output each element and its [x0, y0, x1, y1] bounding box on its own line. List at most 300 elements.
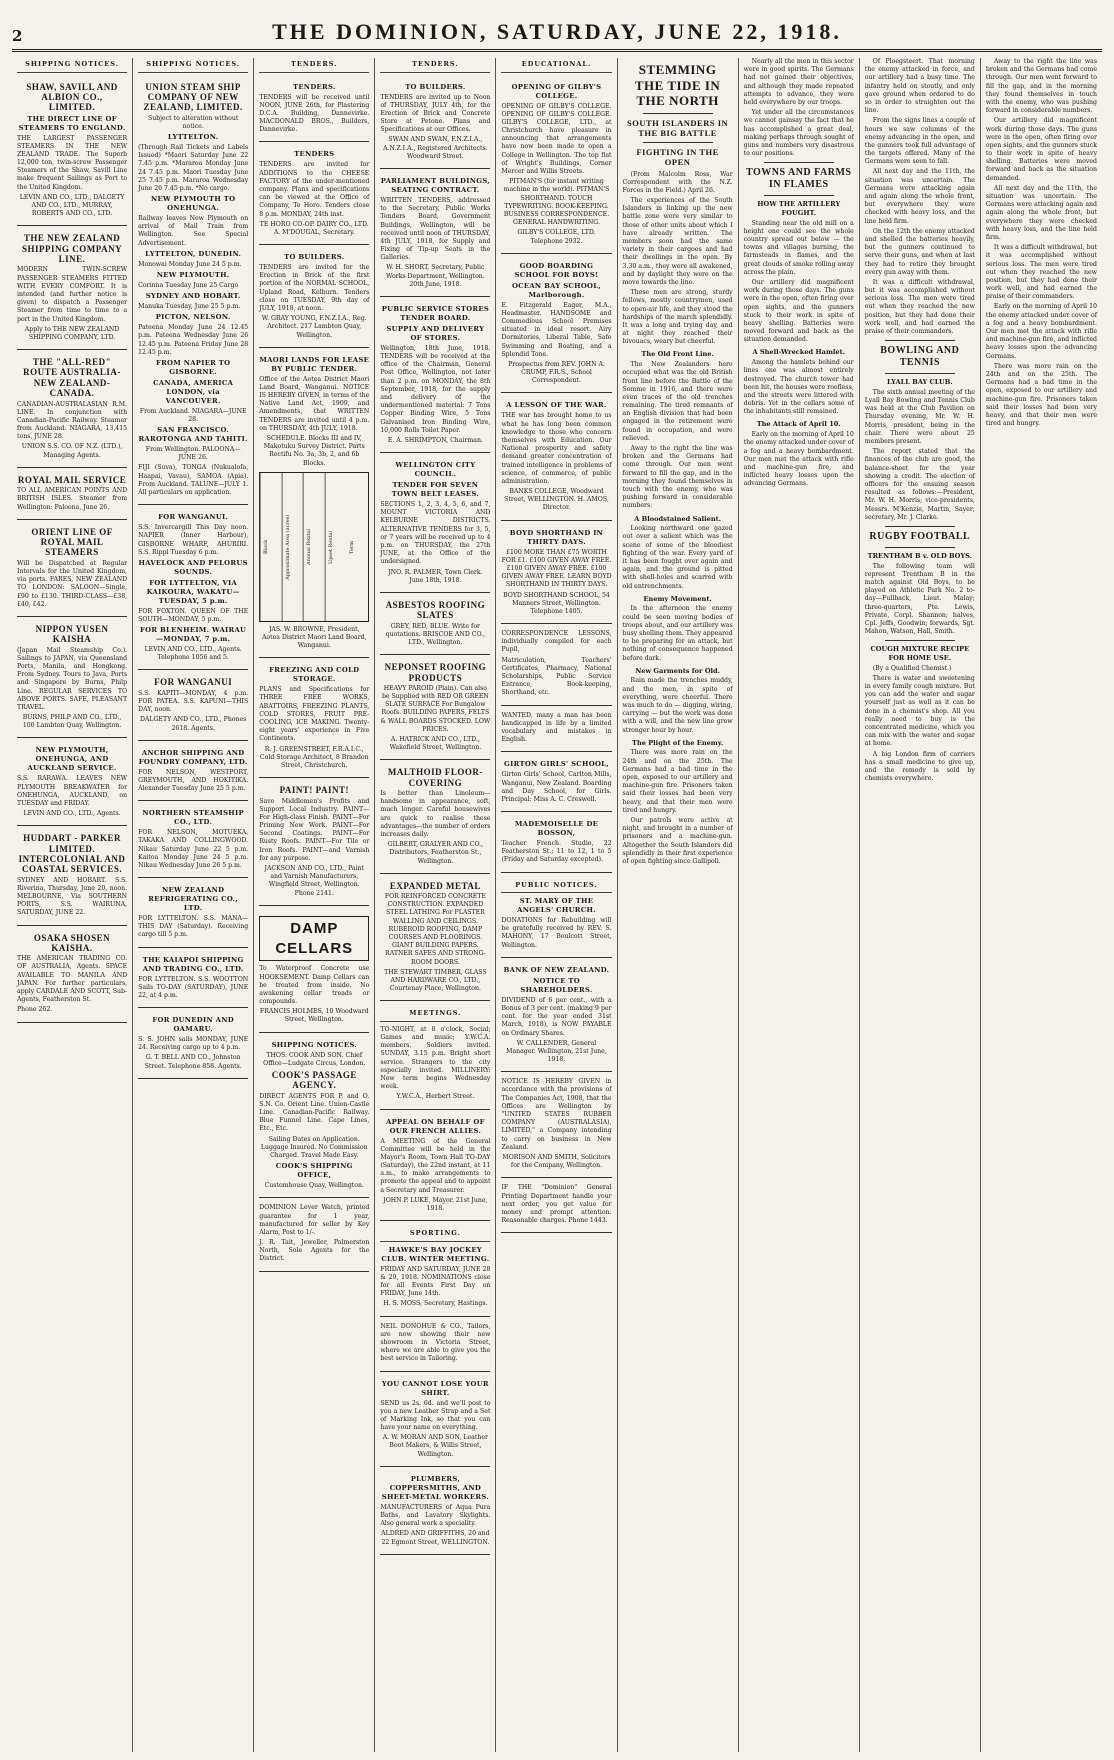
section-header: SHIPPING NOTICES. — [17, 58, 127, 73]
ad-body: Manuka Tuesday, June 25 5 p.m. — [138, 303, 241, 311]
paragraph: Early on the morning of April 10 the enemy attacked under cover of a fog and a heavy bombardment. Our men met the attack with rifle and machine-gun fire, and inflicted heavy losses upon the advancing Germans. — [743, 431, 854, 488]
ad-heading: BOYD SHORTHAND IN THIRTY DAYS. — [509, 528, 604, 546]
divider — [885, 640, 955, 641]
advertisement — [17, 522, 127, 617]
section-subhead: A Bloodstained Salient. — [634, 514, 721, 523]
ad-footer: GILBY'S COLLEGE, LTD. Telephone 2932. — [517, 229, 596, 245]
ad-body: WRITTEN TENDERS, addressed to the Secretary, Public Works Tenders Board, Government Buildings, Wellington, will be received until noon of THURSDAY, 4th JULY, 1918, for Supply and Fixing of Tip-up Seats in the Galleries. — [380, 196, 491, 262]
ad-heading: OCEAN BAY SCHOOL, Marlborough. — [511, 281, 602, 299]
ad-body: SEND us 2s. 6d. and we'll post to you a new Leather Strap and a Set of Marking Ink, so that you can have your name on everything. — [380, 1399, 491, 1432]
advertisement — [380, 1223, 490, 1316]
ad-heading: LYTTELTON, DUNEDIN. — [145, 249, 242, 258]
column-9 — [981, 58, 1102, 1752]
column-1 — [12, 58, 133, 1752]
section-header: EDUCATIONAL. — [501, 58, 611, 73]
advertisement — [259, 247, 369, 348]
headline: RUGBY FOOTBALL — [869, 530, 971, 542]
ad-heading: LYTTELTON. — [167, 132, 219, 141]
schedule-column-header: Approximate Area (acres) — [282, 473, 304, 621]
ad-heading: TENDERS — [294, 150, 335, 159]
advertisement — [17, 228, 127, 350]
schedule-table — [259, 472, 369, 622]
ad-footer: H. S. MOSS, Secretary, Hastings. — [383, 1300, 488, 1308]
ad-footer: JNO. R. PALMER, Town Clerk. June 18th, 1918. — [388, 568, 483, 584]
ad-body: PLANS and Specifications for THREE FREE WORKS, ABATTOIRS, FREEZING PLANTS, COLD STORES, FRUIT PRE-COOLING, ICE MAKING. Twenty-eight years' experience in Five Continents. — [259, 686, 370, 743]
ad-body: (Japan Mail Steamship Co.). Sailings to JAPAN, via Queensland Ports, Manila, and Hongkong. From Sydney. Tours to Java, Ports and Singapore by Burns, Philp Line. REGULAR SERVICES TO ABOVE PORTS. SAFE, PLEASANT TRAVEL. — [17, 646, 128, 711]
ad-body: SECTIONS 1, 2, 3, 4, 5, 6, and 7, MOUNT VICTORIA AND KELBURNE DISTRICTS. ALTERNATIVE TENDERS for 3, 5, or 7 years will be received up to 4 p.m. on THURSDAY, the 27th JUNE, at the Office of the undersigned. — [380, 501, 491, 566]
advertisement — [259, 1035, 369, 1199]
ad-body: DONATIONS for Rebuilding will be gratefully received by REV. S. MAHONY, 17 Boulcott Street, Wellington. — [501, 917, 612, 949]
divider — [764, 162, 834, 163]
ad-title: ASBESTOS ROOFING SLATES — [385, 599, 486, 621]
ad-body: FOR LYTTELTON. S.S. MANA—THIS DAY (Saturday). Receiving cargo till 5 p.m. — [138, 915, 249, 939]
divider — [885, 526, 955, 527]
ad-heading: SAN FRANCISCO. RAROTONGA AND TAHITI. — [138, 426, 248, 444]
ad-body: From Wellington. PALOONA—JUNE 26. — [145, 446, 241, 462]
ad-body: Customhouse Quay, Wellington. — [264, 1182, 364, 1190]
advertisement — [17, 828, 127, 925]
advertisement — [380, 1469, 490, 1555]
ad-title: THE NEW ZEALAND SHIPPING COMPANY LINE. — [22, 233, 123, 265]
ad-title: SHAW, SAVILL AND ALBION CO., LIMITED. — [26, 81, 118, 113]
ad-body: FIJI (Suva), TONGA (Nukualofa, Haapai, Vavau), SAMOA (Apia). From Auckland. TALUNE—JULY 1. All particulars on application. — [138, 464, 249, 497]
ad-footer: Phone 262. — [17, 1006, 53, 1014]
ad-body: Girton Girls' School, Carlton Mills, Wanganui, New Zealand. Boarding and Day School, for Girls. Principal: Miss A. C. Creswell. — [501, 771, 612, 803]
ad-heading: NEW PLYMOUTH. — [156, 270, 230, 279]
ad-heading: COOK'S SHIPPING OFFICE, — [275, 1162, 353, 1180]
paragraph: Our patrols were active at night, and brought in a number of prisoners and a machine-gun. Altogether the South Islanders did splendidly in their first experience of open fighting since Gallipoli. — [622, 816, 733, 865]
column-4 — [375, 58, 496, 1752]
ad-heading: SHIPPING NOTICES. — [271, 1040, 357, 1049]
ad-body: WANTED, many a man has been handicapped in life by a limited vocabulary and mistakes in English. — [501, 711, 612, 744]
section-header: MEETINGS. — [380, 1007, 490, 1022]
advertisement — [380, 657, 490, 760]
ad-heading: PLUMBERS, COPPERSMITHS, AND SHEET-METAL WORKERS. — [381, 1474, 489, 1501]
advertisement — [380, 1003, 490, 1109]
ad-body: HEAVY PAROID (Plain). Can also be Supplied with RED OR GREEN SLATE SURFACE For Bungalow Roofs. BUILDING PAPERS, FELTS & WALL BOARDS STOCKED. LOW PRICES. — [380, 684, 491, 733]
ad-heading: MADEMOISELLE DE BOSSON, — [514, 820, 599, 838]
ad-title: THE KAIAPOI SHIPPING AND TRADING CO., LTD. — [142, 955, 244, 973]
headline: BOWLING AND TENNIS — [880, 345, 960, 369]
section-header: TENDERS. — [259, 58, 369, 73]
paragraph: Our artillery did magnificent work during those days. The guns were in the open, often firing over open sights, and the gunners stuck to their work in spite of heavy shelling. Batteries were moved forward and back as the situation demanded. — [743, 278, 854, 344]
divider — [885, 340, 955, 341]
ad-footer: LEVIN AND CO., LTD., Agents. — [23, 810, 121, 818]
ad-body: Office of the Aotea District Maori Land Board, Wanganui. NOTICE IS HEREBY GIVEN, in terms of the Native Land Act, 1909, and Amendments, that WRITTEN TENDERS are invited until 4 p.m. on THURSDAY, 4th JULY, 1918. — [259, 375, 370, 432]
advertisement — [380, 455, 490, 593]
ad-body: TO ALL AMERICAN POINTS AND BRITISH ISLES. Steamer from Wellington: Paloona, June 26. — [17, 487, 128, 511]
ad-body: S.S. RARAWA. LEAVES NEW PLYMOUTH BREAKWATER for ONEHUNGA, AUCKLAND, on TUESDAY and FRIDAY. — [17, 775, 128, 807]
section-subhead: Enemy Movement. — [643, 594, 712, 603]
paragraph: Nearly all the men in this sector were in good spirits. The Germans had not gained their objectives, and although they made repeated attempts to advance, they were held everywhere by our troops. — [743, 58, 854, 106]
ad-footer: W. GRAY YOUNG, F.N.Z.I.A., Reg. Architect. 217 Lambton Quay, Wellington. — [261, 315, 367, 339]
paragraph: The following team will represent Trentham B in the match against Old Boys, to be played on Athletic Park No. 2 to-day—Fullback, Lieut. Malay; three-quarters, Pte. Lewis, Private, Corpl. Shannon; halves, Cpl. Jeffs, Goodwin; forwards, Sgt. Mahon, Watson, Hall, Smith. — [864, 562, 975, 636]
paragraph: Among the hamlets behind our lines one was almost entirely destroyed. The church tower had been hit, the houses were roofless, and the streets were littered with debris. Yet in the cellars some of the inhabitants still remained. — [743, 359, 854, 416]
ad-footer: SWAN AND SWAN, F.N.Z.I.A., A.N.Z.I.A., Registered Architects. Woodward Street. — [383, 136, 488, 160]
ad-title: NIPPON YUSEN KAISHA — [35, 623, 109, 645]
paragraph: Standing near the old mill on a height one could see the whole country spread out below — the towns and villages burning, the farmsteads in flames, and the great clouds of smoke rolling away across the plain. — [743, 219, 854, 276]
paragraph: The New Zealanders here occupied what was the old British front line before the Battle of the Somme in 1916, and there were even traces of the old trenches remaining. The tired remnants of an English division that had been engaged in the retirement were found in occupation, and were relieved. — [622, 361, 733, 442]
paragraph: A big London firm of carriers has a small medicine to give up, and the remedy is sold by chemists everywhere. — [864, 750, 975, 783]
advertisement — [501, 77, 611, 254]
ad-title: HUDDART - PARKER LIMITED. INTERCOLONIAL AND COASTAL SERVICES. — [18, 833, 126, 875]
ad-body: DOMINION Lever Watch, printed guarantee for 1 year, manufactured for seller by Key Alarm, Post to 1/-. — [259, 1204, 370, 1236]
advertisement — [501, 960, 611, 1072]
column-2 — [133, 58, 254, 1752]
ad-heading: PARLIAMENT BUILDINGS, SEATING CONTRACT. — [380, 177, 490, 195]
paragraph: Our artillery did magnificent work during those days. The guns were in the open, often firing over open sights, and the gunners stuck to their work in spite of heavy shelling. Batteries were moved forward and back as the situation demanded. — [985, 117, 1097, 182]
ad-footer: A. W. MORAN AND SON, Leather Boot Makers, & Willis Street, Wellington. — [382, 1434, 488, 1458]
ad-body: MODERN TWIN-SCREW PASSENGER STEAMERS FITTED WITH EVERY COMFORT. It is intended (and further notice is given) to dispatch a Passenger Steamer from time to time to a port in the United Kingdom. — [17, 266, 128, 323]
ad-title: NORTHERN STEAMSHIP CO., LTD. — [142, 809, 244, 827]
ad-title: HAWKE'S BAY JOCKEY CLUB. WINTER MEETING. — [381, 1245, 490, 1263]
ad-footer: E. A. SHRIMPTON, Chairman. — [387, 436, 483, 444]
advertisement — [17, 352, 127, 468]
ad-body: OPENING OF GILBY'S COLLEGE. OPENING OF GILBY'S COLLEGE. GILBY'S COLLEGE, LTD., at Christchurch have pleasure in announcing that arrangements have now been made to open a College in Wellington. The top flat of Wright's Buildings, Corner Mercer and Willis Streets. — [501, 102, 612, 176]
ad-title: GOOD BOARDING SCHOOL FOR BOYS! — [514, 261, 599, 279]
advertisement — [501, 1074, 611, 1178]
ad-heading: PICTON, NELSON. — [155, 313, 231, 322]
advertisement — [259, 908, 369, 1033]
headline: TOWNS AND FARMS IN FLAMES — [745, 167, 852, 191]
advertisement — [17, 470, 127, 520]
ad-footer: JAS. W. BROWNE, President, Aotea District Maori Land Board, Wanganui. — [261, 625, 367, 650]
section-subhead: The Plight of the Enemy. — [632, 738, 724, 747]
ad-title: ROYAL MAIL SERVICE — [17, 474, 127, 485]
ad-body: TENDERS will be received until NOON, JUNE 26th, for Plastering D.C.A. Building, Dannevirke. MACDONALD BROS., Builders, Dannevirke. — [259, 93, 370, 134]
column-6 — [618, 58, 739, 1752]
newspaper-title: THE DOMINION, SATURDAY, JUNE 22, 1918. — [272, 19, 842, 44]
byline: (From Malcolm Ross, War Correspondent with the N.Z. Forces in the Field.) April 26. — [622, 170, 733, 194]
advertisement — [259, 660, 369, 778]
advertisement — [17, 619, 127, 739]
ad-body: Will be Dispatched at Regular Intervals for the United Kingdom, via ports. FARES, NEW ZEALAND TO LONDON: SALOON—Single, £90 to £130. THIRD-CLASS—£38, £40, £42. — [17, 559, 128, 608]
advertisement — [501, 708, 611, 753]
ad-footer: JACKSON AND CO., LTD., Paint and Varnish Manufacturers, Wingfield Street, Wellington. Phone 2141. — [264, 865, 365, 897]
ad-body: From Auckland. NIAGARA—JUNE 28. — [139, 407, 247, 423]
ad-heading: NOTICE TO SHAREHOLDERS. — [520, 976, 593, 994]
ad-footer: ALDRED AND GRIFFITHS, 20 and 22 Egmont Street, WELLINGTON. — [381, 1530, 490, 1546]
ad-body: THE AMERICAN TRADING CO. OF AUSTRALIA, Agents. SPACE AVAILABLE TO MANILA AND JAPAN. For further particulars, apply CARDALE AND SCOTT, Sub-Agents, Featherston St. — [17, 955, 128, 1004]
ad-body: FOR NELSON, WESTPORT, GREYMOUTH, AND HOKITIKA. Alexander Tuesday June 25 5 p.m. — [138, 768, 249, 793]
advertisement — [138, 77, 248, 506]
column-7 — [739, 58, 860, 1752]
paragraph: In the afternoon the enemy could be seen moving bodies of troops about, and our artillery was busy shelling them. They appeared to be preparing for an attack, but nothing of consequence happened before dark. — [622, 605, 733, 662]
schedule-column-header: Term — [348, 540, 355, 554]
ad-title: UNION STEAM SHIP COMPANY OF NEW ZEALAND, LIMITED. — [143, 81, 243, 113]
paragraph: On the 12th the enemy attacked and shelled the batteries heavily, but the gunners continued to serve their guns, and when at last they had to retire they brought every gun away with them. — [864, 227, 975, 276]
ad-body: TO-NIGHT, at 8 o'clock, Social; Games and music; Y.W.C.A. members. Soldiers invited. SUNDAY, 3.15 p.m. Bright short service. Strangers to the city especially invited. MILLINERY: New term begins Wednesday week. — [380, 1025, 491, 1091]
ad-footer: JOHN P. LUKE, Mayor. 21st June, 1918. — [383, 1196, 488, 1213]
paragraph: Away to the right the line was broken and the Germans had come through. Our men went forward to fill the gap, and in the morning they found themselves in touch with the enemy, who was pushing forward in considerable numbers. — [985, 58, 1097, 115]
advertisement — [380, 876, 490, 1002]
ad-body: CANADIAN-AUSTRALASIAN R.M. LINE. In conjunction with Canadian-Pacific Railway. Steamer from Auckland. NIAGARA, 13,415 tons, JUNE 28. — [17, 400, 128, 441]
schedule-title: SCHEDULE. Blocks III and IV, Makotuku Survey District. Parts Rectifu No. 3a, 3b, 2, and 6b Blocks. — [263, 435, 365, 467]
ad-title: NEPONSET ROOFING PRODUCTS — [384, 662, 487, 683]
ad-body: Railway leaves New Plymouth on arrival of Mail Train from Wellington. See Special Advertisement. — [138, 215, 249, 247]
advertisement — [380, 1374, 490, 1467]
damp-cellars-title: DAMP CELLARS — [259, 916, 369, 962]
advertisement — [380, 77, 490, 169]
ad-heading: FOR BLENHEIM. WAIRAU—MONDAY, 7 p.m. — [140, 626, 247, 644]
ad-footer: Y.W.C.A., Herbert Street. — [396, 1093, 475, 1101]
ad-body: NEIL DONOHUE & CO., Tailors, are now showing their new showroom in Victoria Street, where we are able to give you the best service in Tailoring. — [380, 1322, 491, 1363]
advertisement — [138, 743, 248, 802]
ad-footer: DALGETY AND CO., LTD., Phones 2618. Agents. — [139, 716, 247, 732]
advertisement — [380, 299, 490, 453]
ad-heading: TENDERS. — [292, 82, 336, 91]
ad-body: DIRECT AGENTS FOR P. and O. S.N. Co. Orient Line. Union-Castle Line. Canadian-Pacific Railway. Blue Funnel Line. Cape Lines, Etc., Etc. — [259, 1092, 370, 1133]
paragraph: The report stated that the finances of the club are good, the balance-sheet for the year showing a credit. The election of officers for the ensuing season resulted as follows:—President, Mr. W. H. Morris; vice-presidents, Messrs. M'Kenzie, Martin, Sayer; secretary, Mr. J. Clarke. — [864, 448, 975, 521]
column-3 — [254, 58, 375, 1752]
divider — [764, 195, 834, 196]
divider — [885, 373, 955, 374]
advertisement — [259, 350, 369, 659]
section-subhead: HOW THE ARTILLERY FOUGHT. — [757, 200, 841, 217]
ad-body: A MEETING of the General Committee will be held in the Mayor's Room, Town Hall TO-DAY (Saturday), the 22nd instant, at 11 a.m., to make arrangements to promote the appeal and to appoint a Secretary and Treasurer. — [380, 1137, 491, 1194]
ad-body: (Through Rail Tickets and Labels Issued) *Maori Saturday June 22 7.45 p.m. *Mararoa Monday June 24 7.45 p.m. Maori Tuesday June 25 7.45 p.m. Mararoa Wednesday June 26 7.45 p.m. *No cargo. — [138, 143, 249, 192]
ad-footer: W. CALLENDER, General Manager. Wellington, 21st June, 1918. — [506, 1039, 607, 1064]
ad-heading: PUBLIC SERVICE STORES TENDER BOARD. — [381, 305, 490, 323]
ad-title: ORIENT LINE OF ROYAL MAIL STEAMERS — [31, 526, 113, 558]
schedule-column-header: Block — [260, 473, 282, 621]
ad-heading: FROM NAPIER TO GISBORNE. — [155, 358, 231, 376]
paragraph: The experiences of the South Islanders in linking up the new battle zone were very similar to those of other units about which I have already written. The members soon had the same variety in their cargoes and had their dwellings in the open. By 3.30 a.m., they were all awakened, and by daylight they were on the move towards the line. — [622, 197, 733, 286]
ad-body: TENDERS are invited for ADDITIONS to the CHEESE FACTORY of the under-mentioned company. Plans and specifications can be viewed at the Office of Company, Te Horo. Tenders close 8 p.m. MONDAY, 24th inst. — [259, 161, 370, 218]
ad-heading: CANADA, AMERICA LONDON, via VANCOUVER. — [153, 378, 234, 405]
ad-footer: LEVIN AND CO., LTD., DALGETY AND CO., LTD., MURRAY, ROBERTS AND CO., LTD. — [19, 193, 125, 218]
section-subhead: The Attack of April 10. — [756, 420, 841, 429]
ad-footer: BURNS, PHILP AND CO., LTD., 100 Lambton Quay, Wellington. — [22, 714, 122, 730]
ad-title: WELLINGTON CITY COUNCIL. — [395, 461, 476, 479]
ad-heading: TO BUILDERS. — [405, 82, 466, 91]
ad-heading: APPEAL ON BEHALF OF OUR FRENCH ALLIES. — [386, 1117, 485, 1135]
ad-heading: TO BUILDERS. — [284, 253, 345, 262]
ad-title: COOK'S PASSAGE AGENCY. — [271, 1070, 357, 1091]
column-8 — [860, 58, 981, 1752]
ad-body: Matriculation, Teachers' Certificates, Pharmacy, National Scholarships, Public Service Entrance, Book-keeping, Shorthand, etc. — [501, 656, 612, 697]
ad-title: OPENING OF GILBY'S COLLEGE. — [511, 82, 602, 100]
paragraph: It was a difficult withdrawal, but it was accomplished without serious loss. The men were tired out when they reached the new position, but they had done their work well, and had earned the praise of their commanders. — [864, 278, 975, 335]
paragraph: All next day and the 11th, the situation was uncertain. The Germans were attacking again and again along the whole front, but everywhere they were checked with heavy loss, and the line held firm. — [985, 184, 1097, 241]
advertisement — [501, 814, 611, 873]
ad-title: NEW ZEALAND REFRIGERATING CO., LTD. — [148, 886, 239, 913]
paragraph: There was more rain on the 24th and on the 25th. The Germans had a bad time in the open, exposed to our artillery and machine-gun fire. Prisoners taken said their losses had been very heavy, and that their men were tired and hungry. — [985, 362, 1097, 428]
section-header: TENDERS. — [380, 58, 490, 73]
ad-body: E. Fitzgerald Eager, M.A., Headmaster. HANDSOME and Commodious School Premises situated in ideal resort. Airy Dormitories, Liberal Table, Safe Swimming and Boating, and a Splendid Tone. — [501, 301, 612, 358]
ad-footer: MORISON AND SMITH, Solicitors for the Company, Wellington. — [502, 1153, 611, 1170]
section-subhead: TRENTHAM B v. OLD BOYS. — [867, 551, 972, 560]
section-header: PUBLIC NOTICES. — [501, 879, 611, 894]
ad-title: BANK OF NEW ZEALAND. — [503, 965, 610, 974]
ad-body: SYDNEY AND HOBART. S.S. Riverina, Thursday, June 20, noon. MELBOURNE, Via SOUTHERN PORTS, S.S. WAIRUNA, SATURDAY, JUNE 22. — [17, 876, 128, 917]
ad-footer: Apply to THE NEW ZEALAND SHIPPING COMPANY, LTD. — [24, 325, 120, 341]
schedule-column-header: Upset Rental — [325, 473, 347, 621]
advertisement — [17, 928, 127, 1023]
page-columns — [12, 58, 1102, 1752]
advertisement — [501, 1180, 611, 1233]
divider — [885, 547, 955, 548]
ad-footer: J. R. Tait, Jeweller, Palmerston North, Sole Agents for the District. — [259, 1239, 370, 1263]
advertisement — [501, 754, 611, 812]
masthead-spacer — [1062, 45, 1102, 49]
advertisement — [138, 672, 248, 740]
ad-footer: TE HORO CO-OP. DAIRY CO., LTD. A. M'DOUGAL, Secretary. — [259, 220, 369, 236]
ad-heading: HAVELOCK AND PELORUS SOUNDS. — [138, 558, 248, 576]
masthead — [12, 6, 1102, 52]
section-subhead: New Garments for Old. — [635, 666, 720, 675]
ad-footer: A. HATRICK AND CO., LTD., Wakefield Street, Wellington. — [389, 735, 482, 752]
ad-footer: Prospectus from REV. JOHN A. CRUMP, F.R.S., School Correspondent. — [508, 360, 605, 385]
section-subhead: COUGH MIXTURE RECIPE FOR HOME USE. — [870, 645, 970, 662]
ad-title: EXPANDED METAL — [389, 880, 481, 891]
advertisement — [138, 950, 248, 1009]
byline: (By a Qualified Chemist.) — [872, 664, 952, 672]
ad-body: FOR NELSON, MOTUEKA, TAKAKA AND COLLINGWOOD. Nikau Saturday June 22 5 p.m. Kaitoa Monday June 24 5 p.m. Nikau Wednesday June 26 5 p.m. — [138, 829, 249, 869]
ad-footer: UNION S.S. CO. OF N.Z. (LTD.), Managing Agents. — [21, 443, 123, 459]
column-5 — [496, 58, 617, 1752]
ad-footer: R. J. GREENSTREET, F.R.A.I.C., Cold Storage Architect, 8 Brandon Street, Christchurch. — [259, 745, 369, 769]
ad-title: OSAKA SHOSEN KAISHA. — [33, 932, 111, 953]
ad-footer: G. T. BELL AND CO., Johnston Street. Telephone 858. Agents. — [144, 1054, 242, 1070]
paragraph: Of Ploegsteert. That morning the enemy attacked in force, and our artillery had a busy time. The infantry held on stoutly, and only gave ground when ordered to do so in order to straighten out the line. — [864, 58, 975, 115]
ad-body: FOR FOXTON. QUEEN OF THE SOUTH—MONDAY, 5 p.m. — [138, 607, 249, 623]
ad-heading: MAORI LANDS FOR LEASE BY PUBLIC TENDER. — [259, 355, 370, 373]
advertisement — [138, 880, 248, 947]
divider — [643, 142, 713, 143]
advertisement — [259, 77, 369, 143]
ad-body: DIVIDEND of 6 per cent., with a Bonus of 3 per cent. (making 9 per cent. for the year ended 31st March, 1918), is NOW PAYABLE on Ordinary Shares. — [501, 996, 612, 1037]
ad-body: Teacher French. Studio, 22 Featherston St.; 11 to 12, 1 to 5 (Friday and Saturday excepted). — [501, 840, 612, 864]
advertisement — [259, 780, 369, 906]
ad-body: TENDERS are invited up to Noon of THURSDAY, JULY 4th, for the Erection of Brick and Concrete Store at Petone. Plans and Specifications at our Offices. — [380, 93, 491, 134]
ad-title: THE "ALL-RED" ROUTE AUSTRALIA-NEW ZEALAND-CANADA. — [23, 357, 121, 399]
advertisement — [259, 144, 369, 245]
ad-title: ST. MARY OF THE ANGELS' CHURCH. — [517, 897, 596, 915]
advertisement — [138, 507, 248, 670]
ad-body: S.S. KAPITI—MONDAY, 4 p.m. FOR PATEA. S.S. KAPUNI—THIS DAY, noon. — [138, 689, 249, 714]
paragraph: Rain made the trenches muddy, and the men, in spite of everything, were cheerful. There was much to do — digging, wiring, carrying — but the work was done with a will, and the new line grew stronger hour by hour. — [622, 677, 733, 734]
paragraph: Away to the right the line was broken and the Germans had come through. Our men went forward to fill the gap, and in the morning they found themselves in touch with the enemy, who was pushing forward in considerable numbers. — [622, 445, 733, 510]
ad-body: FOR LYTTELTON. S.S. WOOTTON Sails TO-DAY (SATURDAY), JUNE 22, at 4 p.m. — [138, 975, 249, 999]
ad-subtitle: Subject to alteration without notice. — [147, 114, 239, 130]
section-subhead: A Shell-Wrecked Hamlet. — [752, 348, 845, 357]
advertisement — [501, 395, 611, 520]
advertisement — [380, 762, 490, 873]
subheadline: SOUTH ISLANDERS IN THE BIG BATTLE — [627, 117, 729, 138]
ad-body: Save Middlemen's Profits and Support Local Industry. PAINT—For High-class Finish. PAINT—For Priming New Work. PAINT—For Second Coatings. PAINT—For Rusty Roofs. PAINT—For Tile or Iron Roofs. PAINT—and Varnish for any purpose. — [259, 797, 370, 862]
ad-title: NEW PLYMOUTH, ONEHUNGA, AND AUCKLAND SERVICE. — [27, 746, 117, 773]
ad-title: FOR WANGANUI — [154, 677, 233, 688]
ad-heading: FOR WANGANUI. — [158, 513, 229, 522]
ad-heading: NEW PLYMOUTH TO ONEHUNGA. — [150, 195, 236, 213]
ad-subtitle: THE DIRECT LINE OF STEAMERS TO ENGLAND. — [18, 114, 126, 132]
ad-body: FOR REINFORCED CONCRETE CONSTRUCTION. EXPANDED STEEL LATHING For PLASTER WALLING AND CEILINGS. RUBEROID ROOFING, DAMP COURSES AND FLOORINGS. GIANT BUILDING PAPERS. RATNER SAFES AND STRONG-ROOM DOORS. — [384, 893, 486, 966]
ad-body: Pateena Monday June 24 12.45 p.m. Pateena Wednesday June 26 12.45 p.m. Pateena Friday June 28 12.45 p.m. — [138, 324, 249, 356]
ad-heading: YOU CANNOT LOSE YOUR SHIRT. — [381, 1379, 489, 1397]
advertisement — [501, 256, 611, 394]
advertisement — [259, 1200, 369, 1271]
advertisement — [501, 626, 611, 706]
paragraph: There is water and sweetening in every family cough mixture. But you can add the water and sugar yourself just as well as it can be done in a chemist's shop. All you really need to buy is the concentrated medicine, which you can mix with the water and sugar at home. — [864, 674, 975, 748]
ad-footer: LEVIN AND CO., LTD., Agents. Telephone 1056 and 5. — [144, 646, 242, 662]
advertisement — [17, 740, 127, 826]
ad-heading: SYDNEY AND HOBART. — [145, 292, 241, 301]
advertisement — [501, 875, 611, 958]
advertisement — [380, 1112, 490, 1222]
advertisement — [138, 803, 248, 878]
ad-footer: FRANCIS HOLMES, 10 Woodward Street, Wellington. — [259, 1008, 369, 1024]
paragraph: Early on the morning of April 10 the enemy attacked under cover of a fog and a heavy bombardment. Our men met the attack with rifle and machine-gun fire, and inflicted heavy losses upon the advancing Germans. — [985, 303, 1097, 360]
advertisement — [138, 1010, 248, 1079]
ad-title: ANCHOR SHIPPING AND FOUNDRY COMPANY, LTD. — [138, 748, 248, 766]
paragraph: Yet under all the circumstances we cannot gainsay the fact that he has accomplished a great deal, making perhaps through sought of guns and numbers very disastrous to our positions. — [743, 109, 854, 158]
ad-body: IF THE "Dominion" General Printing Department handle your next order, you get value for money and prompt attention. Reasonable charges. Phone 1443. — [501, 1184, 612, 1225]
paragraph: There was more rain on the 24th and on the 25th. The Germans had a bad time in the open, exposed to our artillery and machine-gun fire. Prisoners taken said their losses had been very heavy, and that their men were tired and hungry. — [622, 749, 733, 814]
ad-list: PITMAN'S (for instant writing machine in the world). PITMAN'S SHORTHAND. TOUCH TYPEWRITING. BOOK-KEEPING. BUSINESS CORRESPONDENCE. GENERAL HANDWRITING. — [503, 178, 610, 227]
section-header: SHIPPING NOTICES. — [138, 58, 248, 73]
ad-body: MANUFACTURERS of Aqua Pura Baths, and Lavatory Skylights. Also general work a speciality. — [380, 1503, 491, 1528]
ad-body: GREY, RED, BLUE. Write for quotations. BRISCOE AND CO., LTD., Wellington. — [385, 622, 486, 646]
ad-footer: Sailing Dates on Application. Luggage Insured. No Commission Charged. Travel Made Easy. — [260, 1135, 368, 1160]
ad-footer: BANKS COLLEGE, Woodward Street, WELLINGTON. H. AMOS, Director. — [504, 488, 609, 512]
ad-body: Corinna Tuesday June 25 Cargo — [138, 281, 239, 289]
ad-body: FRIDAY AND SATURDAY, JUNE 28 & 29, 1918. NOMINATIONS close for all Events First Day on FRIDAY, June 14th. — [380, 1265, 491, 1298]
ad-footer: THE STEWART TIMBER, GLASS AND HARDWARE CO., LTD., Courtenay Place, Wellington. — [384, 968, 487, 993]
ad-heading: CORRESPONDENCE LESSONS, individually compiled for each Pupil, — [501, 630, 612, 654]
ad-heading: FREEZING AND COLD STORAGE. — [269, 666, 360, 684]
paragraph: These men are strong, sturdy fellows, mostly countrymen, used to open-air life, and they stood the hardships of the march splendidly. It was a long and trying day, and at night they reached their bivouacs, weary but cheerful. — [622, 289, 733, 346]
ad-footer: BOYD SHORTHAND SCHOOL, 54 Manners Street, Wellington. Telephone 1405. — [503, 591, 610, 615]
section-subhead: The Old Front Line. — [641, 350, 714, 359]
paragraph: Looking northward one gazed out over a salient which was the scene of some of the bloodiest fighting of the war. Every yard of it has been fought over again and again, and the ground is pitted with shell-holes and scarred with old entrenchments. — [622, 525, 733, 590]
advertisement — [380, 171, 490, 297]
ad-subheading: SUPPLY AND DELIVERY OF STORES. — [386, 324, 485, 342]
advertisement — [380, 595, 490, 655]
ad-body: £100 MORE THAN £75 WORTH FOR £1. £100 GIVEN AWAY FREE. £100 GIVEN AWAY FREE. £100 GIVEN AWAY FREE. LEARN BOYD SHORTHAND IN THIRTY DAYS. — [501, 548, 612, 589]
ad-heading: FOR DUNEDIN AND OAMARU. — [152, 1016, 234, 1034]
page-number: 2 — [12, 27, 23, 45]
paragraph: All next day and the 11th, the situation was uncertain. The Germans were attacking again and again along the whole front, but everywhere they were checked with heavy loss, and the line held firm. — [864, 168, 975, 225]
advertisement — [380, 1319, 490, 1372]
ad-body: THE war has brought home to us what he has long been common knowledge to those who concern themselves with Education. Our National prosperity and safety demand greater concentration of trained intelligence in problems of science, of commerce, of public administration. — [501, 412, 612, 485]
paragraph: The sixth annual meeting of the Lyall Bay Bowling and Tennis Club was held at the Club Pavilion on Thursday evening, Mr. W. H. Morris, president, being in the chair. There were about 25 members present. — [864, 388, 975, 446]
ad-body: TENDERS are invited for the Erection in Brick of the first portion of the NORMAL SCHOOL, Upland Road, Kelburn. Tenders close on TUESDAY, 9th day of JULY, 1918, at noon. — [259, 264, 370, 313]
ad-body: S. S. JOHN sails MONDAY, JUNE 24. Receiving cargo up to 4 p.m. — [138, 1036, 249, 1052]
ad-heading: TENDER FOR SEVEN TOWN BELT LEASES. — [391, 481, 479, 499]
ad-footer: GILBERT, GRALYER AND CO., Distributors, Featherston St., Wellington. — [387, 841, 484, 865]
paragraph: From the signs lines a couple of hours we saw columns of the enemy advancing in the open, and the gunners took full advantage of the targets offered. Many of the Germans were seen to fall. — [864, 117, 975, 166]
paragraph: It was a difficult withdrawal, but it was accomplished without serious loss. The men were tired out when they reached the new position, but they had done their work well, and had earned the praise of their commanders. — [985, 244, 1097, 301]
ad-body: Wellington, 18th June, 1918. TENDERS will be received at the office of the Chairman, General Post Office, Wellington, not later than 2 p.m. on MONDAY, the 8th September, 1918, for the supply and delivery of the undermentioned material: 7 Tons Copper Binding Wire, 5 Tons Galvanised Iron Binding Wire, 10,000 Rolls Toilet Paper. — [380, 344, 491, 434]
ad-body: S.S. Invercargill This Day noon. NAPIER (Inner Harbour), GISBORNE WHARF, AHURIRI. S.S. Rippl Tuesday 6 p.m. — [138, 524, 249, 556]
ad-body: To Waterproof Concrete use HOOKSEMENT. Damp Cellars can be treated from inside. No awakening cellar treads or compounds. — [259, 965, 370, 1006]
advertisement — [17, 77, 127, 227]
ad-heading: A LESSON OF THE WAR. — [506, 401, 607, 410]
advertisement — [501, 523, 611, 624]
schedule-column-header: Annual Rental — [303, 473, 325, 621]
section-subhead: LYALL BAY CLUB. — [886, 378, 953, 387]
ad-body: THOS. COOK AND SON. Chief Office—Ludgate Circus, London. — [263, 1051, 366, 1067]
headline: STEMMING THE TIDE IN THE NORTH — [634, 62, 721, 109]
ad-body: THE LARGEST PASSENGER STEAMERS IN THE NEW ZEALAND TRADE. The Superb 12,000 ton, twin-screw Passenger Steamers of the Shaw, Savill Line make frequent Sailings as Port to the United Kingdom. — [17, 134, 128, 191]
section-header: SPORTING. — [380, 1227, 490, 1242]
ad-title: PAINT! PAINT! — [279, 785, 349, 796]
ad-body: NOTICE IS HEREBY GIVEN in accordance with the provisions of The Companies Act, 1908, that the Offices are Wellington by "UNITED STATES RUBBER COMPANY (AUSTRALASIA), LIMITED," a Company intending to carry on business in New Zealand. — [501, 1078, 612, 1151]
divider — [643, 113, 713, 114]
ad-heading: FOR LYTTELTON, VIA KAIKOURA, WAKATU—TUESDAY, 5 p.m. — [146, 578, 240, 605]
ad-body: Monowai Monday June 24 5 p.m. — [138, 260, 242, 268]
